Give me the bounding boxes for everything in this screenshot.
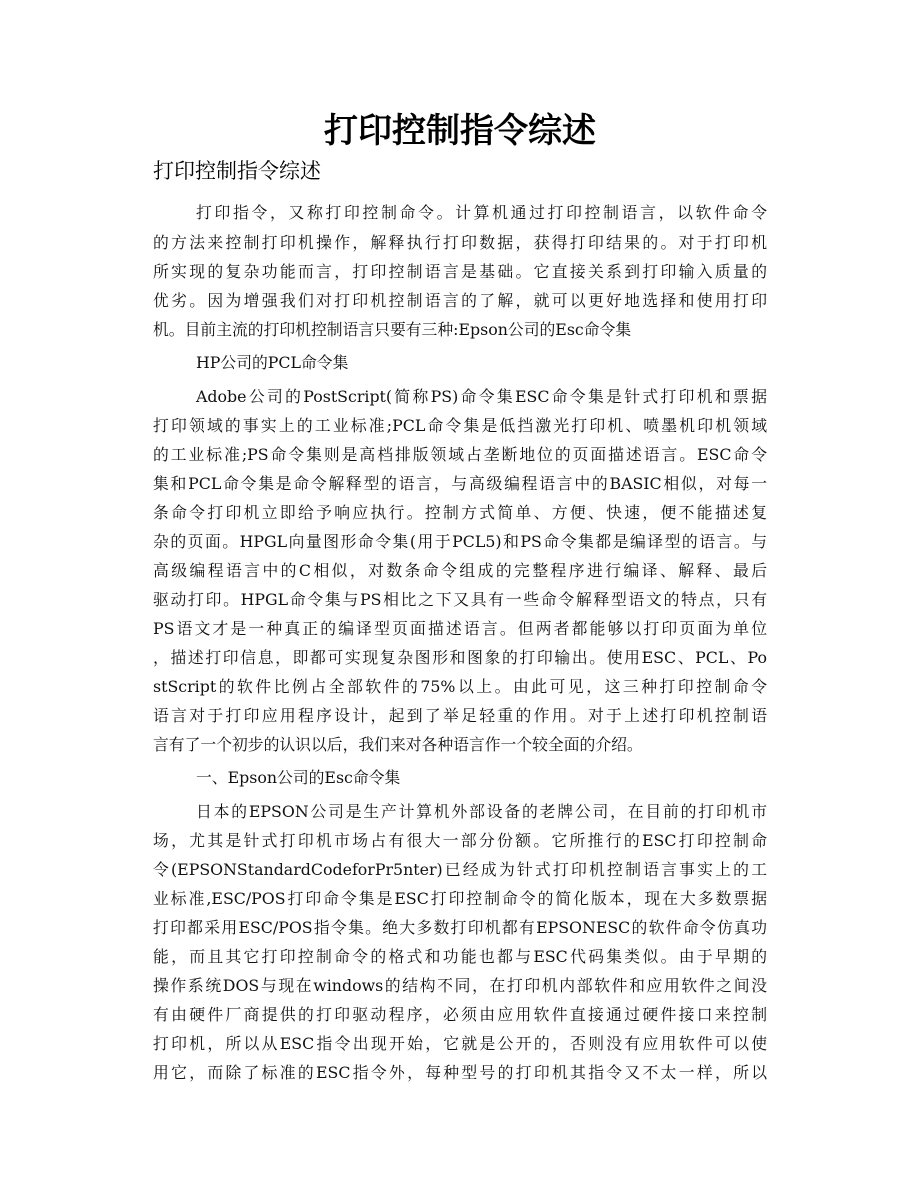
text-line: 打印领域的事实上的工业标准;PCL命令集是低挡激光打印机、喷墨机印机领域 (153, 416, 767, 435)
section-heading: 一、Epson公司的Esc命令集 (196, 768, 401, 787)
text-line: 高级编程语言中的C相似，对数条命令组成的完整程序进行编译、解释、最后 (153, 561, 767, 580)
text-line: 能，而且其它打印控制命令的格式和功能也都与ESC代码集类似。由于早期的 (153, 947, 767, 966)
text-line: 语言对于打印应用程序设计，起到了举足轻重的作用。对于上述打印机控制语 (153, 706, 767, 725)
text-line: 杂的页面。HPGL向量图形命令集(用于PCL5)和PS命令集都是编译型的语言。与 (153, 532, 767, 551)
text-line: 操作系统DOS与现在windows的结构不同，在打印机内部软件和应用软件之间没 (153, 976, 767, 995)
text-line: 令(EPSONStandardCodeforPr5nter)已经成为针式打印机控制语言事实上的工 (153, 860, 767, 879)
text-line: 打印机，所以从ESC指令出现开始，它就是公开的，否则没有应用软件可以使 (153, 1034, 767, 1053)
text-line: PS语文才是一种真正的编译型页面描述语言。但两者都能够以打印页面为单位 (153, 619, 767, 638)
text-line: 所实现的复杂功能而言，打印控制语言是基础。它直接关系到打印输入质量的 (153, 262, 767, 281)
text-line: 的工业标准;PS命令集则是高档排版领域占垄断地位的页面描述语言。ESC命令 (153, 445, 767, 464)
text-line: 用它，而除了标准的ESC指令外，每种型号的打印机其指令又不太一样，所以 (153, 1063, 767, 1082)
text-line: 优劣。因为增强我们对打印机控制语言的了解，就可以更好地选择和使用打印 (153, 291, 767, 310)
text-line: 机。目前主流的打印机控制语言只要有三种:Epson公司的Esc命令集 (153, 320, 632, 339)
text-line: 集和PCL命令集是命令解释型的语言，与高级编程语言中的BASIC相似，对每一 (153, 474, 767, 493)
text-line: stScript的软件比例占全部软件的75%以上。由此可见，这三种打印控制命令 (153, 677, 767, 696)
text-line: 业标准,ESC/POS打印命令集是ESC打印控制命令的简化版本，现在大多数票据 (153, 889, 767, 908)
text-line: 日本的EPSON公司是生产计算机外部设备的老牌公司，在目前的打印机市 (196, 802, 767, 821)
text-line: HP公司的PCL命令集 (196, 353, 349, 372)
text-line: 言有了一个初步的认识以后，我们来对各种语言作一个较全面的介绍。 (153, 735, 643, 754)
text-line: ，描述打印信息，即都可实现复杂图形和图象的打印输出。使用ESC、PCL、Po (153, 648, 767, 667)
text-line: Adobe公司的PostScript(简称PS)命令集ESC命令集是针式打印机和票据 (196, 387, 767, 406)
text-line: 驱动打印。HPGL命令集与PS相比之下又具有一些命令解释型语文的特点，只有 (153, 590, 767, 609)
text-line: 的方法来控制打印机操作，解释执行打印数据，获得打印结果的。对于打印机 (153, 233, 767, 252)
document-subtitle: 打印控制指令综述 (153, 159, 321, 183)
text-line: 打印指令，又称打印控制命令。计算机通过打印控制语言，以软件命令 (196, 203, 767, 222)
document-title: 打印控制指令综述 (324, 111, 596, 151)
text-line: 打印都采用ESC/POS指令集。绝大多数打印机都有EPSONESC的软件命令仿真功 (153, 918, 767, 937)
text-line: 场，尤其是针式打印机市场占有很大一部分份额。它所推行的ESC打印控制命 (153, 831, 767, 850)
text-line: 条命令打印机立即给予响应执行。控制方式简单、方便、快速，便不能描述复 (153, 503, 767, 522)
text-line: 有由硬件厂商提供的打印驱动程序，必须由应用软件直接通过硬件接口来控制 (153, 1005, 767, 1024)
